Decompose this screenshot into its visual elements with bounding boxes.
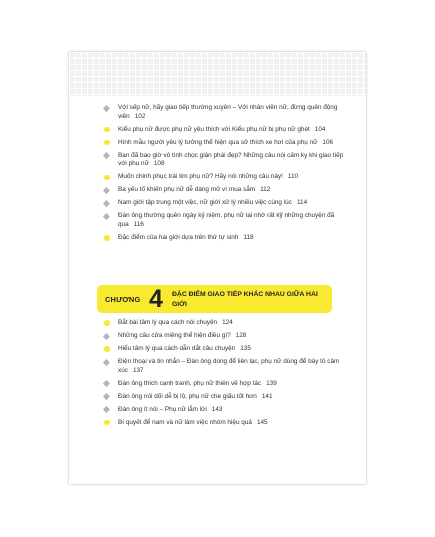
toc-entry-page: 141	[261, 392, 273, 400]
toc-entry	[104, 152, 344, 169]
toc-entry-page: 137	[132, 366, 144, 374]
diamond-bullet-icon	[103, 105, 110, 112]
toc-entry	[104, 332, 344, 341]
grid-pattern-header	[69, 52, 366, 96]
circle-bullet-icon	[104, 235, 110, 241]
toc-entry-title: Những câu cửa miệng thể hiện điều gì?	[118, 332, 231, 339]
toc-list-section-a	[104, 104, 344, 247]
toc-entry-page: 106	[322, 138, 334, 146]
toc-entry-title: Đàn ông thích cạnh tranh, phụ nữ thiên về hợp tác	[118, 379, 262, 387]
circle-bullet-icon	[104, 140, 110, 146]
toc-entry-page: 110	[287, 173, 299, 181]
diamond-bullet-icon	[103, 213, 110, 220]
diamond-bullet-icon	[103, 393, 110, 400]
toc-entry	[104, 380, 344, 389]
diamond-bullet-icon	[103, 152, 110, 159]
circle-bullet-icon	[104, 127, 110, 133]
toc-entry	[104, 406, 344, 415]
toc-entry-title: Nam giới tập trung một việc, nữ giới xử lý nhiều việc cùng lúc	[118, 199, 292, 207]
toc-entry-title: Điện thoại và tin nhắn – Đàn ông dùng để liên lạc, phụ nữ dùng để bày tỏ cảm xúc	[118, 358, 340, 374]
toc-entry	[104, 212, 344, 229]
toc-entry-title: Đàn ông ít nói – Phụ nữ lắm lời	[118, 405, 207, 413]
toc-entry	[104, 319, 344, 328]
toc-entry-page: 139	[266, 379, 277, 387]
diamond-bullet-icon	[103, 333, 110, 340]
toc-entry-page: 116	[133, 221, 144, 229]
toc-entry-title: Đặc điểm của hai giới dựa trên thứ tự sinh	[118, 234, 239, 242]
toc-entry-title: Đàn ông nói dối dễ bị lộ, phụ nữ che giấu tốt hơn	[118, 392, 257, 400]
diamond-bullet-icon	[103, 187, 110, 194]
toc-entry	[104, 104, 344, 121]
book-page	[69, 52, 366, 484]
toc-entry-title: Hiểu tâm lý qua cách dẫn dắt câu chuyện	[118, 345, 236, 352]
toc-entry-title: Bắt bài tâm lý qua cách nói chuyện	[118, 319, 218, 326]
toc-entry-title: Bí quyết để nam và nữ làm việc nhóm hiệu quả	[118, 418, 252, 426]
toc-entry	[104, 345, 344, 354]
toc-entry	[104, 139, 344, 148]
toc-entry-title: Muốn chinh phục trái tim phụ nữ? Hãy nói những câu này!	[118, 173, 283, 181]
toc-entry-page: 108	[153, 160, 165, 168]
toc-entry-page: 135	[240, 345, 251, 352]
toc-entry-page: 118	[243, 234, 254, 242]
toc-entry	[104, 358, 344, 375]
circle-bullet-icon	[104, 420, 110, 426]
toc-entry-title: Ba yếu tố khiến phụ nữ dễ dàng mở ví mua sắm	[118, 186, 256, 194]
toc-list-section-b	[104, 319, 344, 432]
chapter-title: ĐẶC ĐIỂM GIAO TIẾP KHÁC NHAU GIỮA HAI GIỚI	[172, 291, 318, 308]
diamond-bullet-icon	[103, 380, 110, 387]
toc-entry	[104, 126, 344, 135]
toc-entry	[104, 393, 344, 402]
toc-entry-page: 102	[134, 112, 146, 120]
circle-bullet-icon	[104, 175, 110, 181]
chapter-number: 4	[149, 285, 163, 313]
chapter-word: CHƯƠNG	[105, 295, 141, 304]
diamond-bullet-icon	[103, 359, 110, 366]
toc-entry-title: Đàn ông thường quên ngày kỷ niệm, phụ nữ lại nhớ rất kỹ những chuyện đã qua	[118, 212, 335, 229]
toc-entry-page: 114	[296, 199, 308, 207]
toc-entry-page: 143	[211, 405, 223, 413]
toc-entry-title: Với sếp nữ, hãy giao tiếp thường xuyên – Với nhân viên nữ, đừng quên động viên	[118, 104, 338, 120]
toc-entry	[104, 173, 344, 182]
toc-entry-title: Bạn đã bao giờ vô tình chọc giận phái đẹp? Những câu nói cấm kỵ khi giao tiếp với phụ nữ	[118, 151, 344, 168]
circle-bullet-icon	[104, 320, 110, 326]
diamond-bullet-icon	[103, 200, 110, 207]
toc-entry	[104, 199, 344, 208]
toc-entry-page: 104	[314, 125, 326, 133]
toc-entry	[104, 234, 344, 243]
toc-entry-title: Hình mẫu người yêu lý tưởng thể hiện qua sở thích xe hơi của phụ nữ	[118, 138, 318, 146]
chapter-banner	[97, 285, 332, 313]
toc-entry-page: 124	[222, 319, 233, 326]
circle-bullet-icon	[104, 346, 110, 352]
toc-entry-page: 128	[235, 332, 247, 339]
toc-entry-page: 145	[256, 418, 268, 426]
toc-entry-title: Kiểu phụ nữ được phụ nữ yêu thích với Kiểu phụ nữ bị phụ nữ ghét	[118, 125, 310, 133]
toc-entry-page: 112	[260, 186, 271, 194]
toc-entry	[104, 419, 344, 428]
diamond-bullet-icon	[103, 406, 110, 413]
toc-entry	[104, 186, 344, 195]
